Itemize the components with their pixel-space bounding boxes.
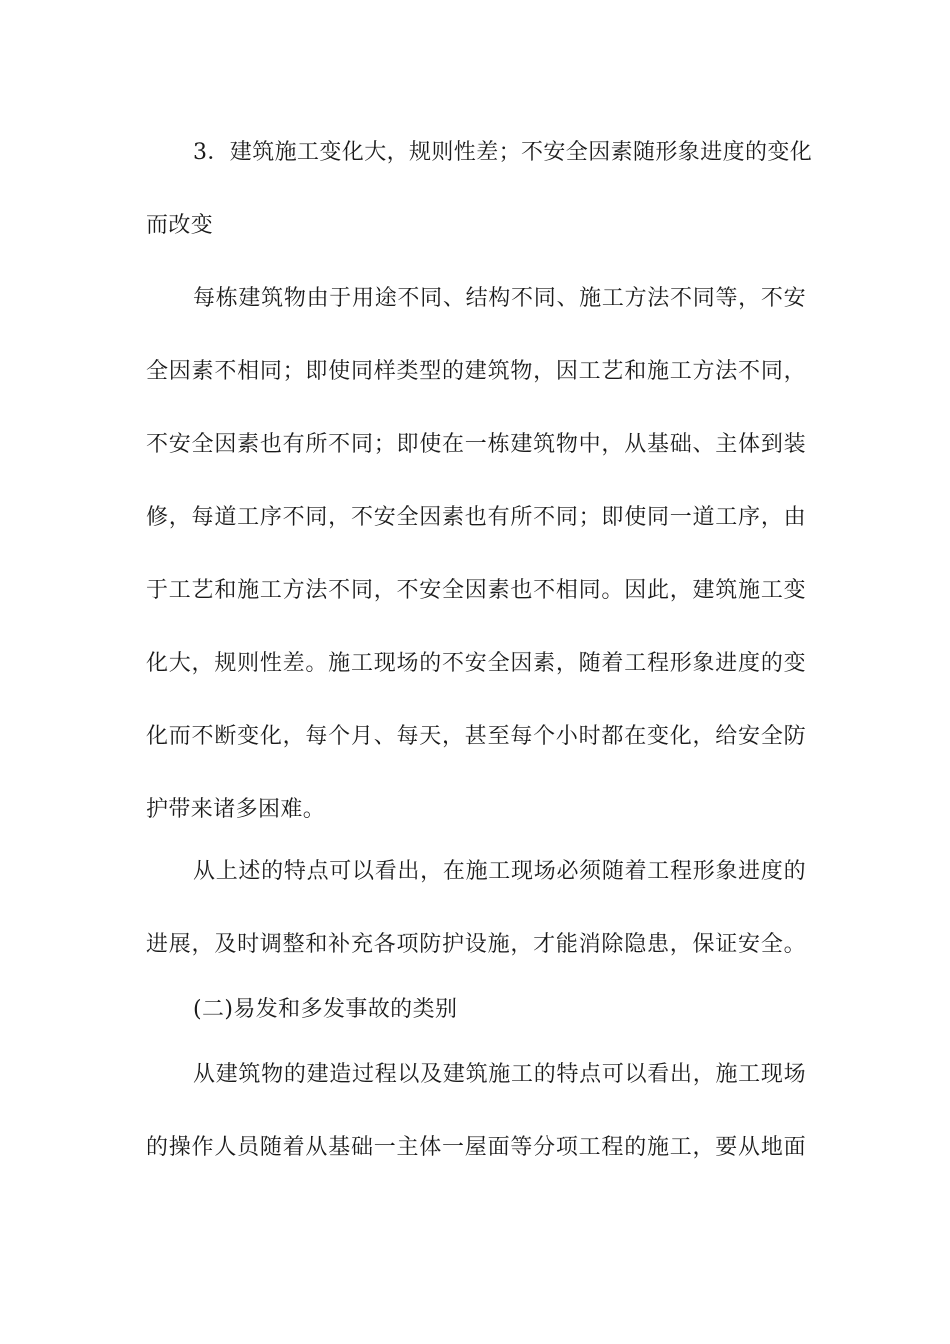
heading-point-3-continued: 而改变	[146, 213, 214, 238]
paragraph-line: 于工艺和施工方法不同，不安全因素也不相同。因此，建筑施工变	[146, 578, 806, 603]
paragraph-line: 全因素不相同；即使同样类型的建筑物，因工艺和施工方法不同，	[146, 359, 806, 384]
paragraph-line: 化大，规则性差。施工现场的不安全因素，随着工程形象进度的变	[146, 651, 806, 676]
paragraph-line: 的操作人员随着从基础一主体一屋面等分项工程的施工，要从地面	[146, 1135, 806, 1160]
paragraph-line: 从建筑物的建造过程以及建筑施工的特点可以看出，施工现场	[193, 1062, 806, 1087]
paragraph-line: 护带来诸多困难。	[146, 797, 326, 822]
paragraph-line: 化而不断变化，每个月、每天，甚至每个小时都在变化，给安全防	[146, 724, 806, 749]
section-heading: (二)易发和多发事故的类别	[193, 997, 458, 1022]
paragraph-line: 每栋建筑物由于用途不同、结构不同、施工方法不同等，不安	[193, 286, 806, 311]
paragraph-line: 不安全因素也有所不同；即使在一栋建筑物中，从基础、主体到装	[146, 432, 806, 457]
paragraph-line: 进展，及时调整和补充各项防护设施，才能消除隐患，保证安全。	[146, 932, 806, 957]
paragraph-line: 修，每道工序不同，不安全因素也有所不同；即使同一道工序，由	[146, 505, 806, 530]
paragraph-line: 从上述的特点可以看出，在施工现场必须随着工程形象进度的	[193, 859, 806, 884]
heading-point-3: 3．建筑施工变化大，规则性差；不安全因素随形象进度的变化	[193, 140, 813, 165]
